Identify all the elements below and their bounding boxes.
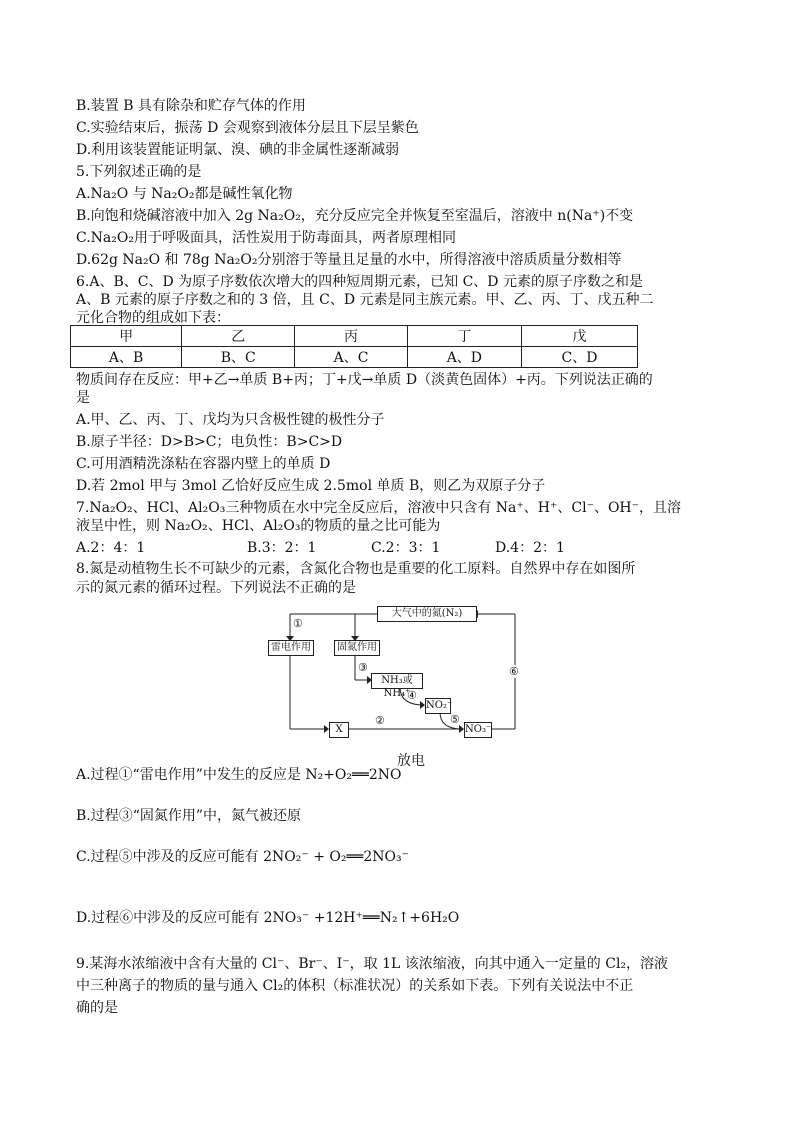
table-header: 乙 — [182, 326, 295, 347]
q7-option-b: B.3：2：1 — [247, 540, 317, 556]
table-header: 丁 — [407, 326, 521, 347]
q6-option-c: C.可用酒精洗涤粘在容器内壁上的单质 D — [76, 456, 331, 472]
q6-reaction-cont: 是 — [76, 390, 90, 406]
q7-option-d: D.4：2：1 — [495, 540, 565, 556]
q7-option-c: C.2：3：1 — [371, 540, 441, 556]
ammonia-box: NH₃或NH₄⁺ — [371, 673, 423, 689]
table-cell: A、C — [295, 347, 408, 368]
q4-option-b: B.装置 B 具有除杂和贮存气体的作用 — [76, 98, 306, 114]
q9-stem-2: 中三种离子的物质的量与通入 Cl₂的体积（标准状况）的关系如下表。下列有关说法中不正 — [76, 978, 634, 994]
q6-option-d: D.若 2mol 甲与 3mol 乙恰好反应生成 2.5mol 单质 B，则乙为双原子分子 — [76, 478, 546, 494]
lightning-box: 雷电作用 — [268, 640, 314, 656]
q7-option-a: A.2：4：1 — [76, 540, 146, 556]
table-header: 丙 — [295, 326, 408, 347]
q4-option-c: C.实验结束后，振荡 D 会观察到液体分层且下层呈紫色 — [76, 120, 419, 136]
q8-stem-2: 示的氮元素的循环过程。下列说法不正确的是 — [76, 580, 356, 596]
q7-stem-1: 7.Na₂O₂、HCl、Al₂O₃三种物质在水中完全反应后，溶液中只含有 Na⁺、H⁺、Cl⁻、OH⁻，且溶 — [76, 500, 682, 516]
process-5-label: ⑤ — [450, 713, 460, 726]
table-header: 甲 — [71, 326, 182, 347]
q8-option-c: C.过程⑤中涉及的反应可能有 2NO₂⁻ + O₂══2NO₃⁻ — [76, 849, 409, 865]
q6-option-a: A.甲、乙、丙、丁、戊均为只含极性键的极性分子 — [76, 412, 385, 428]
q5-option-b: B.向饱和烧碱溶液中加入 2g Na₂O₂，充分反应完全并恢复至室温后，溶液中 n(Na⁺)不变 — [76, 208, 634, 224]
q6-stem-2: A、B 元素的原子序数之和的 3 倍，且 C、D 元素是同主族元素。甲、乙、丙、丁、戊五种二 — [76, 292, 654, 308]
process-3-label: ③ — [358, 661, 368, 674]
process-1-label: ① — [293, 617, 303, 630]
table-cell: B、C — [182, 347, 295, 368]
q6-stem-1: 6.A、B、C、D 为原子序数依次增大的四种短周期元素，已知 C、D 元素的原子序数之和是 — [76, 274, 643, 290]
table-cell: A、B — [71, 347, 182, 368]
q4-option-d: D.利用该装置能证明氯、溴、碘的非金属性逐渐减弱 — [76, 142, 400, 158]
x-box: X — [329, 722, 349, 738]
process-2-label: ② — [375, 714, 385, 727]
nitrate-box: NO₃⁻ — [464, 722, 492, 738]
process-6-label: ⑥ — [509, 665, 519, 678]
q5-stem: 5.下列叙述正确的是 — [76, 164, 202, 180]
nitrite-box: NO₂⁻ — [425, 698, 451, 714]
q8-stem-1: 8.氮是动植物生长不可缺少的元素，含氮化合物也是重要的化工原料。自然界中存在如图所 — [76, 561, 636, 577]
q5-option-c: C.Na₂O₂用于呼吸面具，活性炭用于防毒面具，两者原理相同 — [76, 230, 456, 246]
q7-stem-2: 液呈中性，则 Na₂O₂、HCl、Al₂O₃的物质的量之比可能为 — [76, 518, 441, 534]
q5-option-a: A.Na₂O 与 Na₂O₂都是碱性氧化物 — [76, 186, 293, 202]
q5-option-d: D.62g Na₂O 和 78g Na₂O₂分别溶于等量且足量的水中，所得溶液中溶质质量分数相等 — [76, 252, 622, 268]
q8-option-d: D.过程⑥中涉及的反应可能有 2NO₃⁻ +12H⁺══N₂↑+6H₂O — [76, 910, 460, 926]
table-header: 戊 — [521, 326, 637, 347]
q8-option-a: A.过程①“雷电作用”中发生的反应是 N₂+O₂══2NO — [76, 767, 402, 783]
table-cell: C、D — [521, 347, 637, 368]
q8-option-b: B.过程③“固氮作用”中，氮气被还原 — [76, 808, 302, 824]
table-cell: A、D — [407, 347, 521, 368]
q6-reaction: 物质间存在反应：甲+乙→单质 B+丙；丁+戊→单质 D（淡黄色固体）+丙。下列说法正确的 — [76, 372, 653, 388]
q9-stem-3: 确的是 — [76, 1000, 118, 1016]
fixation-box: 固氮作用 — [334, 640, 380, 656]
q9-stem-1: 9.某海水浓缩液中含有大量的 Cl⁻、Br⁻、I⁻，取 1L 该浓缩液，向其中通入一定量的 Cl₂，溶液 — [76, 956, 669, 972]
discharge-condition: 放电 — [397, 753, 425, 769]
atmospheric-nitrogen-box: 大气中的氮(N₂) — [377, 606, 477, 622]
q6-stem-3: 元化合物的组成如下表： — [76, 310, 230, 326]
process-4-label: ④ — [407, 689, 417, 702]
q6-option-b: B.原子半径：D>B>C；电负性：B>C>D — [76, 434, 343, 450]
